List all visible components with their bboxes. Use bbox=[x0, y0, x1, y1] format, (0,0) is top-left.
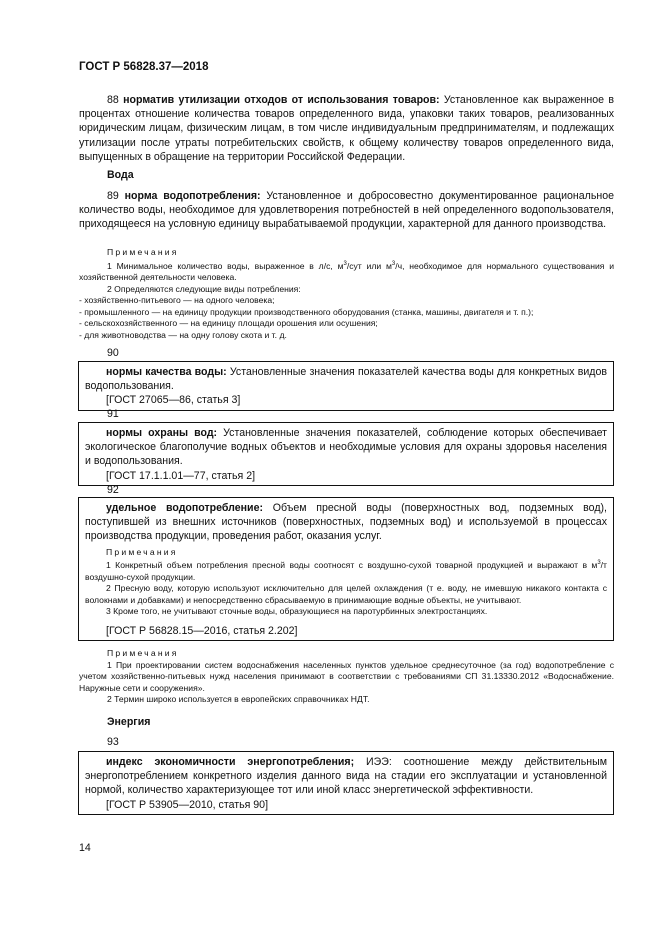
document-header: ГОСТ Р 56828.37—2018 bbox=[79, 61, 209, 73]
term-reference: [ГОСТ Р 53905—2010, статья 90] bbox=[106, 798, 269, 811]
term-91-box bbox=[78, 422, 614, 486]
note-2-item: - сельскохозяйственного — на единицу площади орошения или осушения; bbox=[79, 318, 378, 329]
term-name: норма водопотребления: bbox=[124, 190, 261, 202]
notes-title: Примечания bbox=[106, 546, 178, 557]
term-89 bbox=[79, 189, 614, 232]
term-name: нормы качества воды: bbox=[106, 366, 227, 378]
term-definition: ИЭЭ: соотношение между действительным энергопотреблением конкретного изделия данного вида на стадии его эксплуатации и установленной нормой, количество характеризующее тот или иной класс энергетической эффективности. bbox=[85, 756, 607, 797]
note-1: 1 Минимальное количество воды, выраженное в л/с, $м^3$/сут или $м^3/ч$, необходимое для нормального существования и хозяйственной деятельности человека. bbox=[79, 260, 615, 283]
term-name: норматив утилизации отходов от использования товаров: bbox=[123, 94, 440, 106]
term-definition: Установленные значения показателей качества воды для конкретных видов водопользования. bbox=[85, 366, 607, 393]
term-reference: [ГОСТ 27065—86, статья 3] bbox=[106, 394, 241, 407]
note-2-item: - хозяйственно-питьевого — на одного человека; bbox=[79, 295, 275, 306]
term-name: удельное водопотребление: bbox=[106, 502, 263, 514]
general-notes bbox=[79, 648, 614, 706]
section-heading-water: Вода bbox=[107, 169, 134, 181]
term-definition: Установленные значения показателей, соблюдение которых обеспечивает экологическое благополучие водных объектов и необходимые условия для охраны здоровья населения и водопользования. bbox=[85, 427, 607, 468]
note-2: 2 Определяются следующие виды потребления: bbox=[107, 283, 301, 294]
term-reference: [ГОСТ Р 56828.15—2016, статья 2.202] bbox=[106, 625, 298, 638]
term-number-92: 92 bbox=[107, 484, 119, 496]
term-number-91: 91 bbox=[107, 408, 119, 420]
notes-title: Примечания bbox=[107, 648, 179, 658]
term-90-box bbox=[78, 361, 614, 411]
note-2-item: - промышленного — на единицу продукции производственного оборудования (станка, машины, двигателя и т. п.); bbox=[79, 306, 534, 317]
note-1: 1 Конкретный объем потребления пресной воды соотносят с воздушно-сухой товарной продукцией и выражают в $м^3/т$ воздушно-сухой продукции. bbox=[85, 560, 607, 582]
term-name: нормы охраны вод: bbox=[106, 427, 218, 439]
term-definition: Установленное и добросовестно документированное рациональное количество воды, необходимое для удовлетворения потребностей в ней определенного водопользователя, приходящееся на условную единицу вырабатываемой продукции, характерной для данного производства. bbox=[79, 190, 614, 231]
term-definition: Объем пресной воды (поверхностных вод, подземных вод), поступившей из внешних источников (поверхностных, подземных вод) и используемой в процессах производства продукции, проведения работ, оказания услуг. bbox=[85, 502, 607, 543]
note-3: 3 Кроме того, не учитывают сточные воды, образующиеся на паротурбинных электростанциях. bbox=[106, 606, 488, 617]
term-definition: Установленное как выраженное в процентах отношение количества товаров определенного вида, упаковки таких товаров, реализованных юридическим лицам, физическим лицам, в том числе индивидуальным предпринимателям, и подлежащих утилизации после утраты потребительских свойств, к общему количеству товаров определенного вида, выпущенных в обращение на территории Российской Федерации. bbox=[79, 94, 614, 163]
term-reference: [ГОСТ 17.1.1.01—77, статья 2] bbox=[106, 469, 256, 482]
note-2: 2 Термин широко используется в европейских справочниках НДТ. bbox=[107, 694, 370, 705]
term-number: 88 bbox=[107, 94, 119, 106]
term-88 bbox=[79, 93, 614, 164]
note-2: 2 Пресную воду, которую используют исключительно для целей охлаждения (т е. воду, не имевшую никакого контакта с волокнами и добавками) и непосредственно сбрасываемую в принимающие водные объекты, не учитывают. bbox=[85, 583, 607, 605]
notes-title: Примечания bbox=[107, 247, 179, 257]
term-93-box bbox=[78, 751, 614, 815]
section-heading-energy: Энергия bbox=[107, 716, 151, 728]
note-2-item: - для животноводства — на одну голову скота и т. д. bbox=[79, 330, 287, 341]
term-number-90: 90 bbox=[107, 347, 119, 359]
term-89-notes bbox=[79, 247, 614, 342]
term-name: индекс экономичности энергопотребления; bbox=[106, 756, 355, 768]
page-number: 14 bbox=[79, 842, 91, 854]
term-number: 89 bbox=[107, 190, 119, 202]
term-number-93: 93 bbox=[107, 736, 119, 748]
term-92-box bbox=[78, 497, 614, 641]
note-1: 1 При проектировании систем водоснабжения населенных пунктов удельное среднесуточное (за год) водопотребление с учетом хозяйственно-питьевых нужд населения принимают в соответствии с требованиями СП 31.13330.2012 «Водоснабжение. Наружные сети и сооружения». bbox=[79, 659, 614, 693]
